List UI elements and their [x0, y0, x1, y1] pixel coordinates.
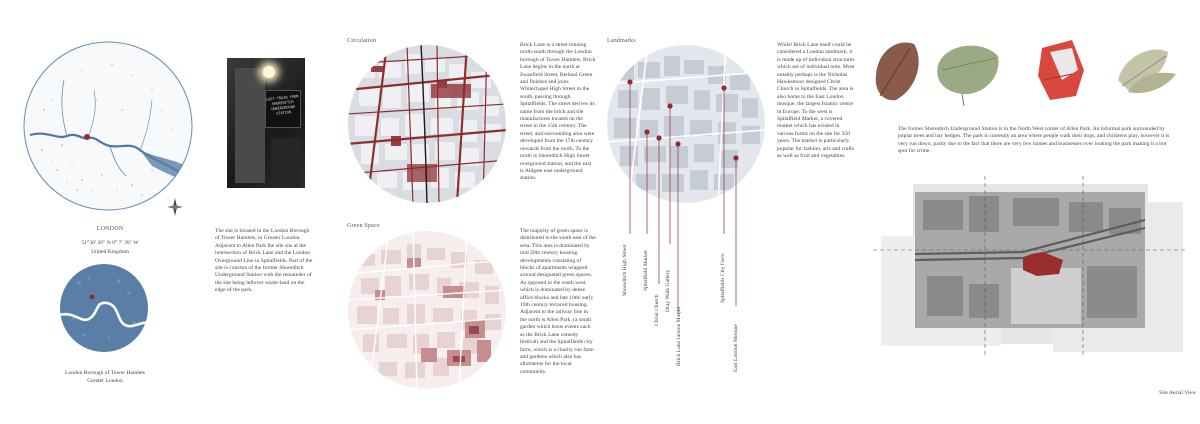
sign-line-2: SHOREDITCH	[271, 99, 294, 107]
london-map	[22, 40, 194, 212]
landmark-label-spitalfield-market: Spitalfield Market	[643, 250, 649, 291]
landmarks-title: Landmarks	[607, 38, 636, 44]
landmark-label-east-london-mosque: East London Mosque	[733, 324, 739, 372]
green-leaf-icon	[937, 46, 998, 106]
landmark-label-city-farm: Spitalfields City Farm	[720, 253, 726, 303]
site-description: The site is located in the London Borough of Tower Hamlets, in Greater London. Adjacent to Allen Park the site sits at the intersection of Brick Lane and the London Overground Line in Spitalfields. Part of the site is consists of the former Shoreditch Underground Station with the remainder of the site being leftover waste-land on the edge of the park.	[215, 228, 313, 294]
landmarks-description: Whilst Brick Lane itself could be considered a London landmark, it is made up of individual structures which are of individual note. Most notably perhaps is the Nicholas Hawksmoor designed Christ Church in Spitalfields. The area is also home to the East London mosque, the largest Islamic centre in Europe. To the west is Spitalfield Market, a covered market which has existed in various forms on the site for 350 years. The market is particularly popular for fashion, arts and crafts as well as fruit and vegetables.	[777, 42, 855, 160]
circulation-map	[347, 44, 507, 204]
green-space-map	[347, 230, 507, 390]
country-label: United Kingdom	[91, 249, 129, 255]
aerial-view	[873, 176, 1188, 356]
coordinates: 51°30′ 26″ N 0° 7′ 39″ W	[81, 240, 139, 246]
aerial-description: The former Shoreditch Underground Station is in the North West corner of Allen Park. An informal park surrounded by poplar trees and bay hedges. The park is currently an area where people walk their dogs, and childrens play, however it is very run down, partly due to the fact that there are very few homes and businesses over looking the park making it a hot spot for crime.	[898, 126, 1170, 155]
green-space-title: Green Space	[347, 223, 380, 229]
landmark-label-christ-church: Christ Church	[654, 294, 660, 326]
landmark-label-shoreditch: Shoreditch High Street	[622, 244, 628, 296]
aerial-caption: Site Aerial View	[1159, 390, 1196, 396]
landmark-label-dray-walk: Dray Walk Gallery	[665, 269, 671, 312]
circulation-title: Circulation	[347, 38, 377, 44]
compass-icon	[166, 196, 184, 218]
borough-map	[59, 263, 149, 353]
circulation-description: Brick Lane is a street running north-south through the London borough of Tower Hamlets. Brick Lane begins in the north at Swanfield Street, Bethnal Green and finishes and joins Whitechapel High Street in the south, passing through Spitalfields. The street derives its name from the brick and tile manufactures located on the street in the 15th century. The street, and surrounding area were developed from the 17th century onwards from the north. To the north is Shoreditch High Street overground station, and the east is Aldgate east underground station.	[520, 42, 596, 182]
city-label: LONDON	[96, 226, 124, 232]
green-space-description: The majority of green space is distributed to the south east of the area. This area is dominated by mid 20th century housing developments consisting of blocks of apartments wrapped around designated green spaces. As opposed to the south west which is dominated by dense office blocks and late 18th/ early 19th century terraced housing. Adjacent to the railway line in the north is Allen Park, (a small garden which hosts events such as the Brick Lane comedy festival) and the Spitalfields city farm, which is a charity run farm and gardens which also has allotments for the local community.	[520, 228, 596, 375]
found-objects	[866, 30, 1188, 110]
crushed-can-icon	[1038, 40, 1084, 100]
borough-caption-1: London Borough of Tower Hamlets	[65, 370, 145, 376]
sign-line-1: LAST TRAIN FROM	[265, 94, 299, 102]
landmark-label-jamme-masjid: Brick Lane Jamme Masjid	[676, 306, 682, 366]
station-photo	[227, 58, 305, 188]
landmark-pins	[606, 44, 766, 374]
sign-text	[265, 94, 301, 117]
sign-line-3: UNDERGROUND	[271, 104, 296, 112]
sign-line-4: STATION	[275, 110, 292, 116]
brown-leaf-icon	[876, 42, 919, 100]
borough-caption-2: Greater London	[87, 378, 123, 384]
pale-leaves-icon	[1118, 50, 1176, 93]
